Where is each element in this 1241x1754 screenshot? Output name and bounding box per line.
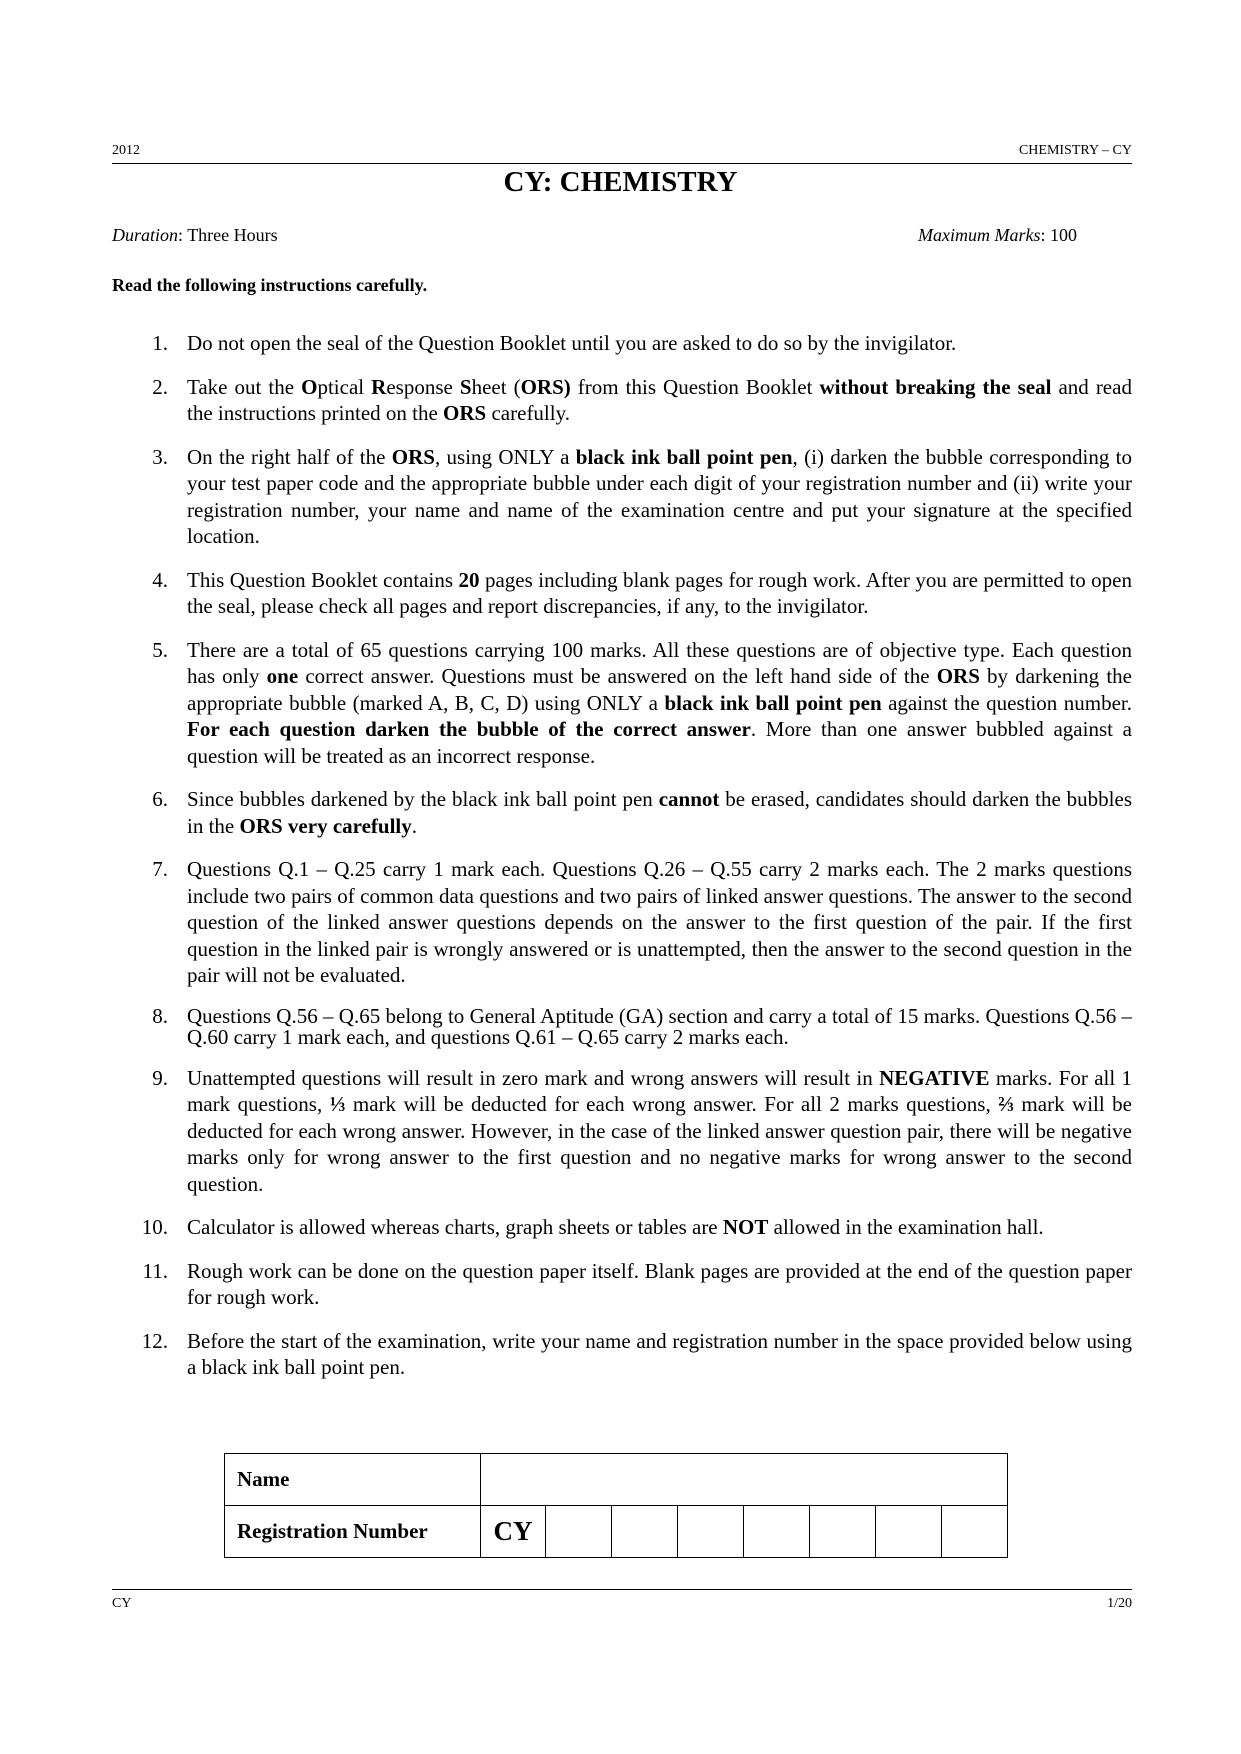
instruction-segment: mark will be deducted for each wrong answer. However, in the case of the linked answer question pair, there will be negative marks only for wrong answer to the first question and no negative marks for wrong answer to the second question. — [187, 1092, 1133, 1196]
instruction-emphasis: ORS — [443, 401, 487, 425]
registration-digit-box[interactable] — [810, 1506, 876, 1558]
instruction-segment: Questions Q.56 – Q.65 belong to General Aptitude (GA) section and carry a total of 15 marks. Questions Q.56 – Q.60 carry 1 mark each, and questions Q.61 – Q.65 carry 2 marks each. — [187, 1003, 1132, 1049]
instruction-segment: pages including blank pages for rough work. After you are permitted to open the seal, please check all pages and report discrepancies, if any, to the invigilator. — [187, 567, 1132, 618]
instruction-segment: correct answer. Questions must be answered on the left hand side of the — [298, 664, 937, 688]
page-footer — [112, 1589, 1132, 1610]
instruction-segment: and read the instructions printed on the — [187, 374, 1132, 425]
instruction-emphasis: without breaking the seal — [819, 374, 1052, 399]
instruction-emphasis: R — [371, 374, 387, 399]
instruction-emphasis: ORS very carefully — [239, 813, 412, 838]
instruction-item — [112, 444, 1132, 550]
instruction-segment: , (i) darken the bubble corresponding to your test paper code and the appropriate bubble under each digit of your registration number and (ii) write your registration number, your name and name of the examination centre and put your signature at the specified location. — [187, 444, 1133, 548]
instruction-text — [187, 374, 1132, 427]
instruction-emphasis: ORS) — [520, 374, 571, 399]
instruction-item — [112, 1258, 1132, 1311]
instruction-text — [187, 330, 1132, 357]
page-title: CY: CHEMISTRY — [503, 166, 738, 198]
instruction-number: 2. — [152, 374, 168, 399]
instruction-item — [112, 786, 1132, 839]
instruction-item — [112, 1214, 1132, 1241]
instruction-segment: be erased, candidates should darken the bubbles in the — [187, 787, 1133, 838]
instruction-text — [187, 1328, 1132, 1381]
name-field[interactable] — [481, 1454, 1008, 1506]
instruction-segment: ptical — [317, 374, 372, 399]
instruction-number: 5. — [152, 637, 168, 662]
instruction-segment: heet ( — [471, 374, 521, 399]
instruction-emphasis: 20 — [458, 567, 480, 592]
instruction-text — [187, 856, 1132, 989]
instruction-segment: mark will be deducted for each wrong answer. For all 2 marks questions, — [345, 1092, 999, 1116]
instruction-item — [112, 567, 1132, 620]
instruction-segment: Unattempted questions will result in zero mark and wrong answers will result in — [187, 1065, 880, 1090]
instruction-segment: Calculator is allowed whereas charts, graph sheets or tables are — [187, 1215, 723, 1239]
instruction-number: 10. — [141, 1215, 168, 1239]
instructions-list — [112, 330, 1132, 1398]
instruction-segment: Take out the — [187, 374, 302, 399]
instruction-number: 12. — [141, 1328, 168, 1353]
registration-digit-box[interactable] — [678, 1506, 744, 1558]
registration-digit-box[interactable] — [942, 1506, 1008, 1558]
instruction-segment: marks. For all 1 mark questions, — [187, 1065, 1133, 1116]
name-label: Name — [225, 1454, 481, 1506]
instruction-text — [187, 786, 1132, 839]
instruction-segment: Since bubbles darkened by the black ink ball point pen — [187, 787, 659, 811]
instruction-text — [187, 1258, 1132, 1311]
instruction-emphasis: ⅓ — [329, 1092, 346, 1116]
instruction-segment: Do not open the seal of the Question Booklet until you are asked to do so by the invigilator. — [187, 331, 957, 355]
registration-digit-box[interactable] — [612, 1506, 678, 1558]
instruction-number: 1. — [152, 331, 168, 355]
instruction-segment: Questions Q.1 – Q.25 carry 1 mark each. Questions Q.26 – Q.55 carry 2 marks each. The 2 marks questions include two pairs of common data questions and two pairs of linked answer questions. The answer to the second question of the linked answer questions depends on the answer to the first question of the pair. If the first question in the linked pair is wrongly answered or is unattempted, then the answer to the second question in the pair will not be evaluated. — [187, 857, 1132, 987]
header-year: 2012 — [112, 143, 140, 158]
instruction-number: 11. — [142, 1258, 168, 1283]
instruction-item — [112, 1065, 1132, 1198]
registration-digit-box[interactable] — [876, 1506, 942, 1558]
instruction-segment: carefully. — [486, 401, 570, 425]
duration-label: Duration — [112, 225, 179, 245]
instruction-emphasis: NEGATIVE — [879, 1065, 990, 1090]
instruction-item — [112, 374, 1132, 427]
instruction-emphasis: NOT — [722, 1215, 769, 1239]
instruction-segment: There are a total of 65 questions carrying 100 marks. All these questions are of objective type. Each question has only — [187, 637, 1132, 688]
footer-code: CY — [112, 1596, 132, 1611]
header-paper: CHEMISTRY – CY — [1018, 143, 1132, 158]
instruction-number: 4. — [152, 567, 168, 592]
instruction-emphasis: For each question darken the bubble of the correct answer — [187, 717, 751, 741]
instruction-segment: from this Question Booklet — [570, 374, 820, 399]
instruction-segment: by darkening the appropriate bubble (marked A, B, C, D) using ONLY a — [187, 664, 1132, 715]
instruction-text — [187, 1214, 1132, 1241]
instruction-item — [112, 637, 1132, 770]
page-header — [112, 143, 1132, 164]
instruction-segment: , using ONLY a — [434, 444, 576, 469]
instruction-text — [187, 567, 1132, 620]
instruction-emphasis: ORS — [936, 664, 980, 688]
instruction-number: 6. — [152, 787, 168, 811]
instruction-emphasis: S — [459, 374, 472, 399]
registration-row — [225, 1506, 1008, 1558]
instruction-emphasis: ⅔ — [998, 1092, 1014, 1116]
instruction-segment: On the right half of the — [187, 444, 392, 469]
instruction-number: 7. — [152, 857, 168, 881]
instruction-emphasis: black ink ball point pen — [575, 444, 793, 469]
instruction-segment: . More than one answer bubbled against a question will be treated as an incorrect response. — [187, 717, 1132, 768]
duration — [112, 225, 278, 246]
read-instructions-heading: Read the following instructions carefully. — [112, 275, 428, 295]
registration-prefix: CY — [481, 1506, 546, 1558]
instruction-text — [187, 1065, 1132, 1198]
maximum-marks-label: Maximum Marks — [918, 225, 1041, 245]
registration-label: Registration Number — [225, 1506, 481, 1558]
instruction-segment: . — [411, 813, 417, 838]
instruction-number: 8. — [152, 1003, 168, 1028]
instruction-number: 9. — [152, 1065, 168, 1090]
maximum-marks-value: : 100 — [1040, 225, 1077, 245]
footer-page-number: 1/20 — [1107, 1596, 1132, 1611]
instruction-text — [187, 637, 1132, 770]
instruction-emphasis: black ink ball point pen — [664, 690, 882, 715]
instruction-item — [112, 330, 1132, 357]
instruction-item — [112, 1003, 1132, 1049]
registration-digit-box[interactable] — [744, 1506, 810, 1558]
instruction-emphasis: O — [301, 374, 318, 399]
instruction-segment: This Question Booklet contains — [187, 567, 459, 592]
instruction-segment: esponse — [386, 374, 460, 399]
instruction-segment: Rough work can be done on the question paper itself. Blank pages are provided at the end of the question paper for rough work. — [187, 1258, 1132, 1309]
instruction-item — [112, 856, 1132, 989]
name-registration-table — [224, 1453, 1008, 1558]
maximum-marks — [918, 225, 1077, 246]
instruction-segment: against the question number. — [881, 690, 1132, 715]
instruction-number: 3. — [152, 444, 168, 469]
instruction-text — [187, 1003, 1132, 1049]
instruction-emphasis: one — [266, 664, 299, 688]
registration-digit-box[interactable] — [546, 1506, 612, 1558]
instruction-emphasis: ORS — [391, 444, 435, 469]
duration-value: : Three Hours — [178, 225, 278, 245]
instruction-item — [112, 1328, 1132, 1381]
instruction-segment: Before the start of the examination, write your name and registration number in the space provided below using a black ink ball point pen. — [187, 1328, 1132, 1379]
name-row — [225, 1454, 1008, 1506]
instruction-text — [187, 444, 1132, 550]
instruction-emphasis: cannot — [658, 787, 720, 811]
instruction-segment: allowed in the examination hall. — [768, 1215, 1044, 1239]
